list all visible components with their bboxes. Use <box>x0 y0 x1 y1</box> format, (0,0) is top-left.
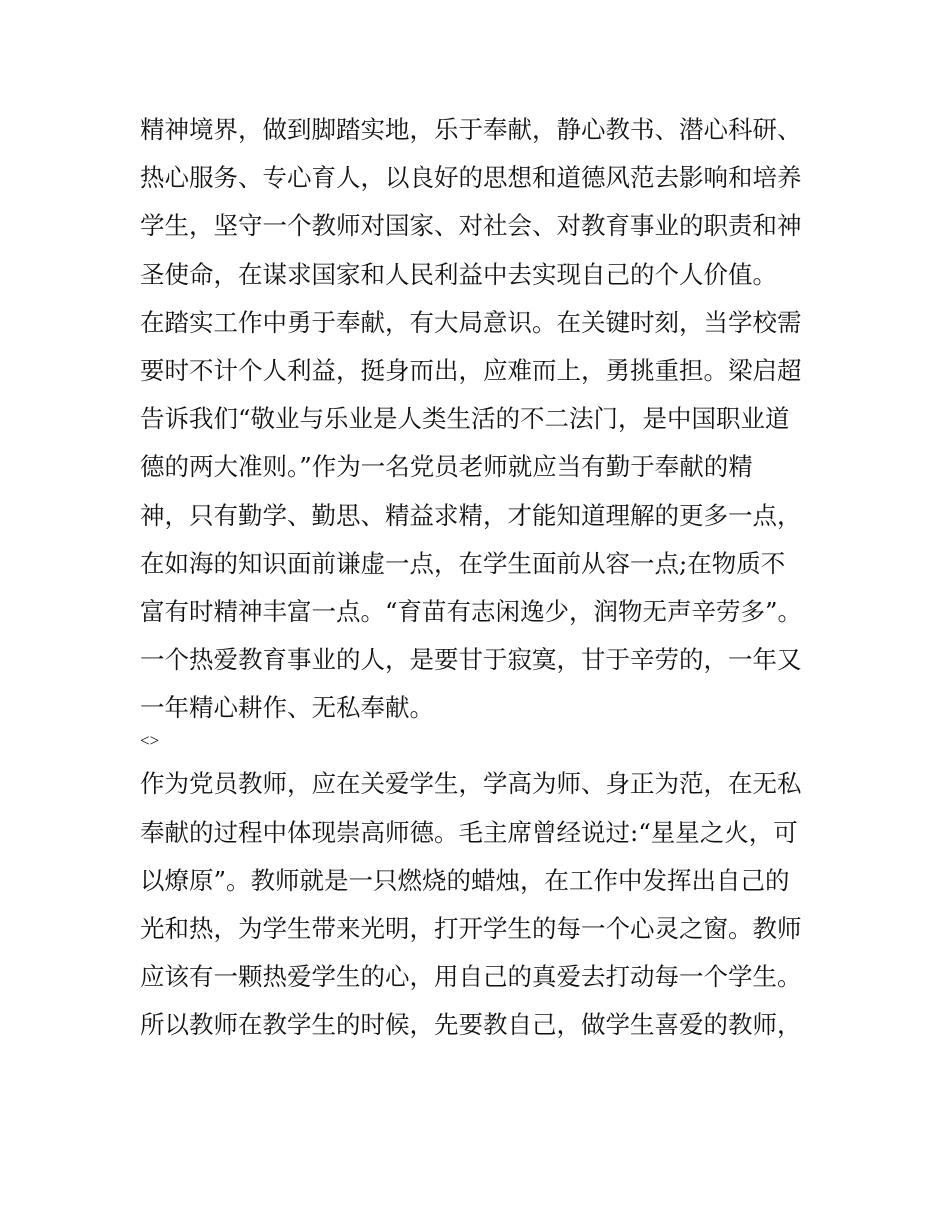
text-line: 奉献的过程中体现崇高师德。毛主席曾经说过:“星星之火，可 <box>140 817 798 847</box>
text-line: 在如海的知识面前谦虚一点，在学生面前从容一点;在物质不 <box>140 548 786 578</box>
text-line: 精神境界，做到脚踏实地，乐于奉献，静心教书、潜心科研、 <box>140 115 802 144</box>
text-line: 作为党员教师，应在关爱学生，学高为师、身正为范，在无私 <box>140 769 802 799</box>
text-line: 神，只有勤学、勤思、精益求精，才能知道理解的更多一点， <box>140 500 802 530</box>
text-line: 富有时精神丰富一点。“育苗有志闲逸少，润物无声辛劳多”。 <box>140 596 803 626</box>
text-line: 光和热，为学生带来光明，打开学生的每一个心灵之窗。教师 <box>140 914 802 943</box>
text-line: 一个热爱教育事业的人，是要甘于寂寞，甘于辛劳的，一年又 <box>140 645 802 675</box>
text-line: 圣使命，在谋求国家和人民利益中去实现自己的个人价值。 <box>140 259 777 289</box>
text-line: 所以教师在教学生的时候，先要教自己，做学生喜爱的教师， <box>140 1010 802 1040</box>
text-line: 应该有一颗热爱学生的心，用自己的真爱去打动每一个学生。 <box>140 962 802 992</box>
text-line: 热心服务、专心育人，以良好的思想和道德风范去影响和培养 <box>140 163 802 193</box>
section-marker: <> <box>140 731 160 751</box>
text-line: 学生，坚守一个教师对国家、对社会、对教育事业的职责和神 <box>140 211 802 241</box>
text-line: 以燎原”。教师就是一只燃烧的蜡烛，在工作中发挥出自己的 <box>140 865 790 895</box>
text-line: 告诉我们“敬业与乐业是人类生活的不二法门，是中国职业道 <box>140 404 790 434</box>
text-line: 德的两大准则。”作为一名党员老师就应当有勤于奉献的精 <box>140 452 753 482</box>
text-line: 一年精心耕作、无私奉献。 <box>140 693 434 723</box>
text-line: 要时不计个人利益，挺身而出，应难而上，勇挑重担。梁启超 <box>140 355 802 385</box>
body-text <box>140 106 820 1050</box>
text-line: 在踏实工作中勇于奉献，有大局意识。在关键时刻，当学校需 <box>140 307 802 337</box>
